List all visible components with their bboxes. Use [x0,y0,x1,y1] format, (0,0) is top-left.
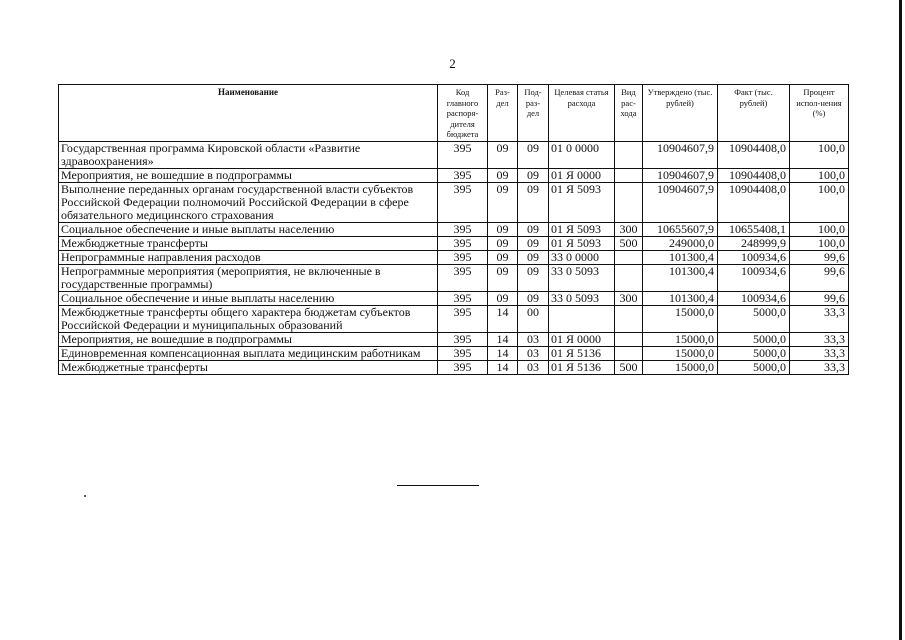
cell-code: 395 [438,332,488,346]
scan-speck [84,495,86,497]
cell-name: Единовременная компенсационная выплата медицинским работникам [59,346,438,360]
header-code: Код главного распоря-дителя бюджета [438,85,488,142]
cell-percent: 33,3 [790,360,849,374]
cell-percent: 99,6 [790,264,849,291]
cell-actual: 100934,6 [718,291,790,305]
table-row [59,141,849,168]
header-approved: Утверждено (тыс. рублей) [643,85,718,142]
table-row [59,222,849,236]
cell-approved: 10904607,9 [643,168,718,182]
cell-expense-type [615,346,643,360]
header-section: Раз-дел [488,85,518,142]
cell-code: 395 [438,182,488,222]
header-name: Наименование [59,85,438,142]
cell-section: 09 [488,250,518,264]
cell-code: 395 [438,236,488,250]
cell-actual: 5000,0 [718,360,790,374]
cell-code: 395 [438,346,488,360]
header-target-article: Целевая статья расхода [549,85,615,142]
cell-code: 395 [438,264,488,291]
cell-subsection: 00 [518,305,549,332]
header-actual: Факт (тыс. рублей) [718,85,790,142]
cell-code: 395 [438,222,488,236]
cell-section: 09 [488,291,518,305]
cell-expense-type: 300 [615,291,643,305]
cell-approved: 249000,0 [643,236,718,250]
table-row [59,168,849,182]
table-row [59,250,849,264]
cell-section: 14 [488,346,518,360]
cell-target-article: 33 0 0000 [549,250,615,264]
cell-percent: 100,0 [790,182,849,222]
table-row [59,332,849,346]
cell-name: Мероприятия, не вошедшие в подпрограммы [59,168,438,182]
cell-subsection: 09 [518,264,549,291]
cell-expense-type [615,182,643,222]
cell-subsection: 09 [518,168,549,182]
cell-name: Межбюджетные трансферты [59,360,438,374]
cell-approved: 101300,4 [643,264,718,291]
cell-section: 09 [488,264,518,291]
header-subsection: Под-раз-дел [518,85,549,142]
cell-subsection: 09 [518,182,549,222]
cell-expense-type [615,141,643,168]
cell-approved: 101300,4 [643,291,718,305]
cell-subsection: 03 [518,360,549,374]
cell-section: 09 [488,222,518,236]
budget-execution-table [58,84,849,375]
cell-actual: 100934,6 [718,264,790,291]
cell-section: 09 [488,168,518,182]
cell-expense-type: 300 [615,222,643,236]
cell-target-article: 33 0 5093 [549,264,615,291]
cell-code: 395 [438,141,488,168]
cell-name: Социальное обеспечение и иные выплаты населению [59,222,438,236]
cell-approved: 15000,0 [643,360,718,374]
cell-target-article: 01 0 0000 [549,141,615,168]
cell-actual: 10904408,0 [718,141,790,168]
table-row [59,305,849,332]
cell-target-article: 01 Я 5093 [549,182,615,222]
cell-actual: 5000,0 [718,305,790,332]
cell-expense-type [615,250,643,264]
cell-code: 395 [438,360,488,374]
cell-name: Выполнение переданных органам государственной власти субъектов Российской Федерации полномочий Российской Федерации в сфере обязательного медицинского страхования [59,182,438,222]
cell-approved: 10655607,9 [643,222,718,236]
cell-actual: 5000,0 [718,346,790,360]
cell-section: 09 [488,141,518,168]
cell-subsection: 09 [518,250,549,264]
table-header-row [59,85,849,142]
cell-section: 09 [488,236,518,250]
cell-subsection: 09 [518,236,549,250]
cell-target-article: 01 Я 5136 [549,360,615,374]
cell-actual: 248999,9 [718,236,790,250]
cell-subsection: 09 [518,141,549,168]
cell-name: Социальное обеспечение и иные выплаты населению [59,291,438,305]
table-row [59,360,849,374]
cell-approved: 15000,0 [643,305,718,332]
cell-approved: 15000,0 [643,346,718,360]
cell-target-article: 01 Я 5093 [549,222,615,236]
cell-percent: 33,3 [790,305,849,332]
cell-name: Непрограммные направления расходов [59,250,438,264]
cell-percent: 99,6 [790,250,849,264]
cell-expense-type [615,168,643,182]
header-percent: Процент испол-нения (%) [790,85,849,142]
page-number: 2 [449,56,456,71]
cell-target-article: 01 Я 0000 [549,168,615,182]
cell-code: 395 [438,168,488,182]
cell-approved: 10904607,9 [643,182,718,222]
cell-name: Межбюджетные трансферты [59,236,438,250]
cell-percent: 100,0 [790,222,849,236]
cell-subsection: 03 [518,332,549,346]
cell-expense-type: 500 [615,236,643,250]
cell-percent: 100,0 [790,236,849,250]
cell-name: Государственная программа Кировской области «Развитие здравоохранения» [59,141,438,168]
cell-percent: 100,0 [790,168,849,182]
header-expense-type: Вид рас-хода [615,85,643,142]
cell-target-article: 33 0 5093 [549,291,615,305]
scan-edge-bar [899,0,902,640]
cell-section: 09 [488,182,518,222]
table-row [59,264,849,291]
cell-name: Мероприятия, не вошедшие в подпрограммы [59,332,438,346]
table-row [59,346,849,360]
cell-section: 14 [488,305,518,332]
cell-target-article: 01 Я 5136 [549,346,615,360]
cell-percent: 99,6 [790,291,849,305]
cell-code: 395 [438,291,488,305]
cell-percent: 33,3 [790,332,849,346]
cell-expense-type [615,332,643,346]
cell-actual: 10904408,0 [718,182,790,222]
cell-subsection: 03 [518,346,549,360]
cell-percent: 33,3 [790,346,849,360]
cell-approved: 10904607,9 [643,141,718,168]
cell-expense-type: 500 [615,360,643,374]
cell-subsection: 09 [518,291,549,305]
cell-target-article: 01 Я 0000 [549,332,615,346]
cell-subsection: 09 [518,222,549,236]
table-row [59,236,849,250]
cell-code: 395 [438,250,488,264]
cell-name: Непрограммные мероприятия (мероприятия, не включенные в государственные программы) [59,264,438,291]
table-row [59,291,849,305]
cell-actual: 5000,0 [718,332,790,346]
cell-approved: 101300,4 [643,250,718,264]
cell-section: 14 [488,332,518,346]
cell-code: 395 [438,305,488,332]
cell-target-article [549,305,615,332]
footer-rule [397,485,479,486]
cell-actual: 10655408,1 [718,222,790,236]
cell-expense-type [615,305,643,332]
cell-actual: 100934,6 [718,250,790,264]
cell-section: 14 [488,360,518,374]
cell-approved: 15000,0 [643,332,718,346]
table-row [59,182,849,222]
table-body [59,141,849,374]
cell-target-article: 01 Я 5093 [549,236,615,250]
cell-name: Межбюджетные трансферты общего характера бюджетам субъектов Российской Федерации и муниципальных образований [59,305,438,332]
cell-actual: 10904408,0 [718,168,790,182]
cell-percent: 100,0 [790,141,849,168]
cell-expense-type [615,264,643,291]
